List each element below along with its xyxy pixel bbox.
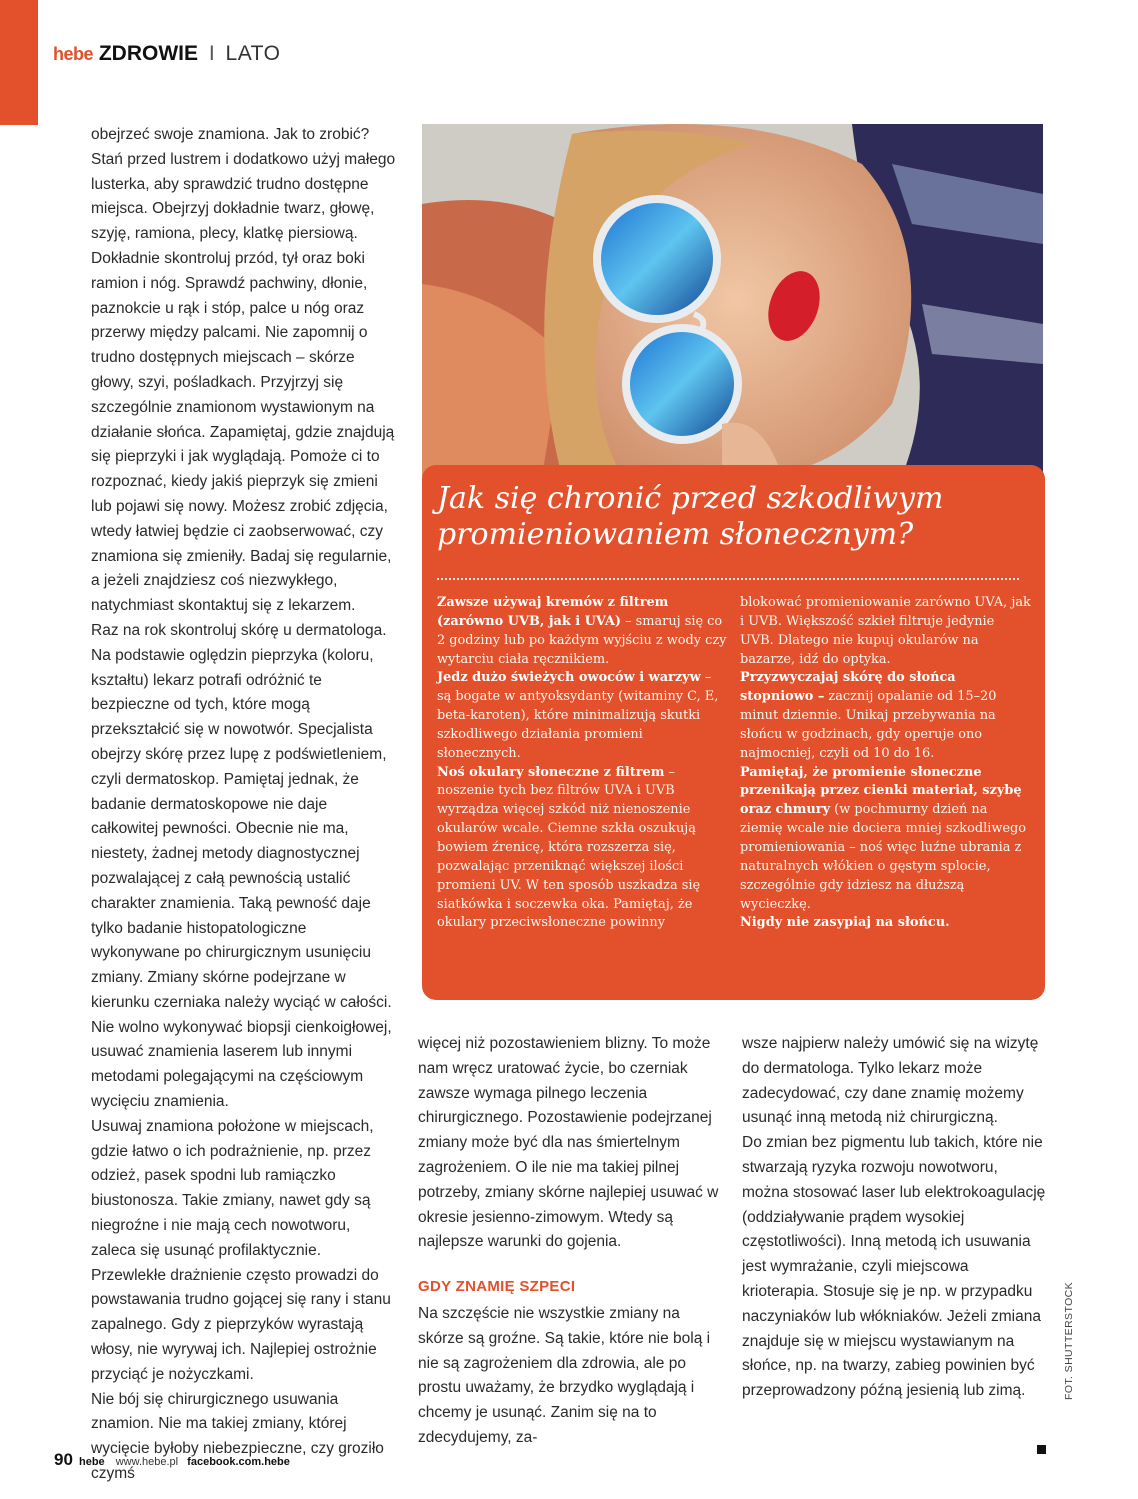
article-column-3 <box>742 1032 1048 1404</box>
tip-item <box>740 594 1032 669</box>
paragraph: Na szczęście nie wszystkie zmiany na skórze są groźne. Są takie, które nie bolą i nie są zagrożeniem dla zdrowia, ale po prostu uważamy, że brzydko wyglądają i chcemy je usunąć. Zanim się na to zdecydujemy, za- <box>418 1304 711 1446</box>
section-title: ZDROWIE <box>98 42 199 65</box>
tip-item <box>740 914 1032 933</box>
page-header <box>53 42 280 66</box>
brand-logo: hebe <box>53 44 94 64</box>
paragraph: obejrzeć swoje znamiona. Jak to zrobić? Stań przed lustrem i dodatkowo użyj małego lusterka, aby sprawdzić trudno dostępne miejsca. Obejrzyj dokładnie twarz, głowę, szyję, ramiona, plecy, klatkę piersiową. Dokładnie skontroluj przód, tył oraz boki ramion i nóg. Sprawdź pachwiny, dłonie, paznokcie u rąk i stóp, palce u nóg oraz przerwy między palcami. Nie zapomnij o trudno dostępnych miejscach – skórze głowy, szyi, pośladkach. Przyjrzyj się szczególnie znamionom wystawionym na działanie słońca. Zapamiętaj, gdzie znajdują się pieprzyki i jak wyglądają. Pomoże ci to rozpoznać, kiedy jakiś pieprzyk się zmieni lub pojawi się nowy. Możesz zrobić zdjęcia, wtedy łatwiej będzie ci zaobserwować, czy znamiona się zmieniły. Badaj się regularnie, a jeżeli znajdziesz coś niezwykłego, natychmiast skontaktuj się z lekarzem. <box>91 126 396 615</box>
paragraph: więcej niż pozostawieniem blizny. To może nam wręcz uratować życie, bo czerniak zawsze wymaga pilnego leczenia chirurgicznego. Pozostawienie podejrzanej zmiany może być dla nas śmiertelnym zagrożeniem. O ile nie ma takiej pilnej potrzeby, zmiany skórne najlepiej usuwać w okresie jesienno-zimowym. Wtedy są najlepsze warunki do gojenia. <box>418 1035 719 1251</box>
tips-box <box>422 465 1045 1000</box>
footer-brand: hebe <box>78 1456 105 1468</box>
paragraph: Do zmian bez pigmentu lub takich, które nie stwarzają ryzyka rozwoju nowotworu, można stosować laser lub elektrokoagulację (oddziaływanie prądem wysokiej częstotliwości). Inną metodą ich usuwania jest wymrażanie, czyli miejscowa krioterapia. Stosuje się je np. w przypadku naczyniaków lub włókniaków. Jeżeli zmiana znajduje się w miejscu wystawianym na słońce, np. na twarzy, zabieg powinien być przeprowadzony późną jesienią lub zimą. <box>742 1134 1046 1400</box>
page-footer <box>54 1450 290 1470</box>
footer-facebook: facebook.com.hebe <box>187 1456 290 1468</box>
tip-item <box>437 669 729 763</box>
tip-text: – noszenie tych bez filtrów UVA i UVB wyrządza więcej szkód niż nienoszenie okularów wcale. Ciemne szkła oszukują bowiem źrenicę, która rozszerza się, pozwalając przeniknąć większej ilości promieni UV. W ten sposób uszkadza się siatkówka i soczewka oka. Pamiętaj, że okulary przeciwsłoneczne powinny <box>437 764 701 931</box>
photo-woman-sunglasses <box>422 124 1043 476</box>
article-column-1 <box>91 123 397 1487</box>
tip-lead: Pamiętaj, że promienie słoneczne przenikają przez cienki materiał, szybę oraz chmury <box>740 764 1022 818</box>
section-heading: GDY ZNAMIĘ SZPECI <box>418 1278 576 1296</box>
tip-text: zacznij opalanie od 15–20 minut dziennie. Unikaj przebywania na słońcu w godzinach, gdy operuje ono najmocniej, czyli od 10 do 16. <box>740 689 997 761</box>
tip-lead: Nigdy nie zasypiaj na słońcu. <box>740 915 950 931</box>
header-separator: I <box>208 42 215 65</box>
subsection-title: LATO <box>225 42 281 65</box>
paragraph: Raz na rok skontroluj skórę u dermatologa. Na podstawie oględzin pieprzyka (koloru, kształtu) lekarz potrafi odróżnić te bezpieczne od tych, które mogą przekształcić się w nowotwór. Specjalista obejrzy skórę przez lupę z podświetleniem, czyli dermatoskop. Pamiętaj jednak, że badanie dermatoskopowe nie daje całkowitej pewności. Obecnie nie ma, niestety, żadnej metody diagnostycznej pozwalającej z całą pewnością ustalić charakter znamienia. Taką pewność daje tylko badanie histopatologiczne wykonywane po chirurgicznym usunięciu zmiany. Zmiany skórne podejrzane w kierunku czerniaka należy wyciąć w całości. Nie wolno wykonywać biopsji cienkoigłowej, usuwać znamienia laserem lub innymi metodami polegającymi na częściowym wycięciu znamienia. <box>91 621 392 1111</box>
tip-item <box>740 764 1032 915</box>
photo-credit: FOT. SHUTTERSTOCK <box>1063 1281 1075 1400</box>
tips-column-right <box>740 594 1032 933</box>
article-column-2 <box>418 1032 726 1451</box>
tip-item <box>437 594 729 669</box>
tip-lead: Zawsze używaj kremów z filtrem (zarówno UVB, jak i UVA) <box>437 595 669 629</box>
paragraph: wsze najpierw należy umówić się na wizytę do dermatologa. Tylko lekarz może zadecydować, czy dane znamię możemy usunąć inną metodą niż chirurgiczną. <box>742 1035 1039 1127</box>
tip-item <box>437 764 729 934</box>
tip-item <box>740 669 1032 763</box>
dotted-divider <box>437 578 1019 580</box>
footer-website: www.hebe.pl <box>115 1456 179 1468</box>
tips-column-left <box>437 594 729 933</box>
tip-lead: Noś okulary słoneczne z filtrem <box>437 764 665 780</box>
tip-text: – są bogate w antyoksydanty (witaminy C, E, beta-karoten), które minimalizują skutki szkodliwego działania promieni słonecznych. <box>437 670 719 761</box>
photo-illustration <box>422 124 1043 476</box>
tip-lead: Przyzwyczajaj skórę do słońca stopniowo – <box>740 670 956 705</box>
tips-box-title: Jak się chronić przed szkodliwym promieniowaniem słonecznym? <box>437 481 944 552</box>
end-of-article-mark <box>1037 1445 1046 1454</box>
accent-bar <box>0 0 38 125</box>
paragraph: Usuwaj znamiona położone w miejscach, gdzie łatwo o ich podrażnienie, np. przez odzież, pasek spodni lub ramiączko biustonosza. Takie zmiany, nawet gdy są niegroźne i nie mają cech nowotworu, zaleca się usunąć profilaktycznie. Przewlekłe drażnienie często prowadzi do powstawania trudno gojącej się rany i stanu zapalnego. Gdy z pieprzyków wyrastają włosy, nie wyrywaj ich. Najlepiej ostrożnie przyciąć je nożyczkami. <box>91 1117 391 1383</box>
paragraph: Nie bój się chirurgicznego usuwania znamion. Nie ma takiej zmiany, której wycięcie byłoby niebezpieczne, czy groziło czymś <box>91 1390 384 1483</box>
tip-text: blokować promieniowanie zarówno UVA, jak i UVB. Większość szkieł filtruje jedynie UVB. Dlatego nie kupuj okularów na bazarze, idź do optyka. <box>740 595 1031 667</box>
tip-text: (w pochmurny dzień na ziemię wcale nie dociera mniej szkodliwego promieniowania – noś więc luźne ubrania z naturalnych włókien o gęstym splocie, szczególnie gdy idziesz na dłuższą wycieczkę. <box>740 802 1027 912</box>
tip-lead: Jedz dużo świeżych owoców i warzyw <box>437 670 701 686</box>
page-number: 90 <box>54 1450 73 1469</box>
tip-text: – smaruj się co 2 godziny lub po każdym wyjściu z wody czy wytarciu ciała ręcznikiem. <box>437 613 727 667</box>
